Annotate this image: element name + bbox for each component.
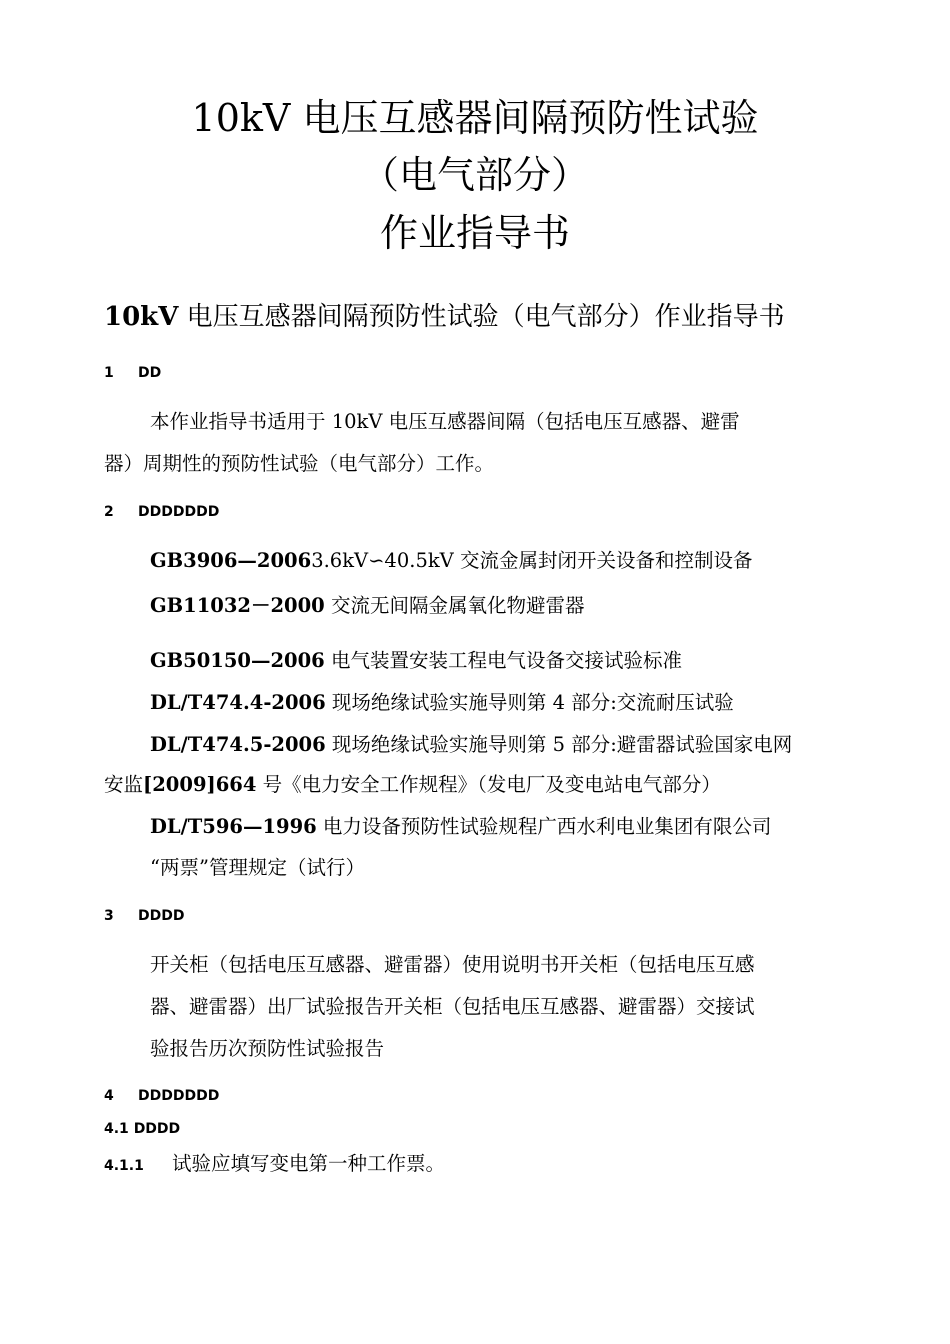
section-1-paragraph-line-1: 本作业指导书适用于 10kV 电压互感器间隔（包括电压互感器、避雷 (150, 410, 740, 433)
section-1-heading (104, 363, 161, 383)
reference-code: GB50150—2006 (150, 649, 325, 672)
reference-text: 现场绝缘试验实施导则第 5 部分:避雷器试验国家电网 (325, 733, 793, 756)
reference-text: 交流无间隔金属氧化物避雷器 (324, 594, 585, 617)
reference-item: “两票”管理规定（试行） (150, 856, 365, 879)
reference-text: 电力设备预防性试验规程广西水利电业集团有限公司 (316, 815, 772, 838)
reference-code: [2009]664 (143, 773, 257, 796)
section-3-line-2: 器、避雷器）出厂试验报告开关柜（包括电压互感器、避雷器）交接试 (150, 995, 755, 1018)
subtitle-bold-part: 10kV (104, 302, 179, 332)
section-4-heading (104, 1086, 219, 1106)
item-text: 试验应填写变电第一种工作票。 (172, 1152, 446, 1175)
document-title-line-3: 作业指导书 (379, 211, 570, 255)
reference-item (150, 813, 771, 841)
section-2-heading (104, 502, 219, 522)
reference-text: 3.6kV∽40.5kV 交流金属封闭开关设备和控制设备 (311, 549, 753, 572)
item-4-1-1 (104, 1150, 445, 1180)
section-3-line-1: 开关柜（包括电压互感器、避雷器）使用说明书开关柜（包括电压互感 (150, 953, 755, 976)
document-subtitle (104, 300, 785, 334)
section-number: 1 (104, 365, 114, 381)
subsection-4-1-heading (104, 1119, 180, 1139)
reference-code: DL/T474.4-2006 (150, 691, 326, 714)
reference-item (150, 647, 682, 675)
reference-code: DL/T474.5-2006 (150, 733, 326, 756)
section-3-heading (104, 906, 184, 926)
reference-item (150, 592, 584, 620)
reference-text: 电气装置安装工程电气设备交接试验标准 (324, 649, 682, 672)
reference-code: DL/T596—1996 (150, 815, 317, 838)
subtitle-rest: 电压互感器间隔预防性试验（电气部分）作业指导书 (178, 302, 785, 332)
reference-item (104, 771, 721, 799)
section-title: DDDD (138, 908, 185, 924)
section-number: 2 (104, 504, 114, 520)
subsection-title: DDDD (133, 1121, 181, 1137)
section-number: 4 (104, 1088, 114, 1104)
reference-code: GB11032－2000 (150, 594, 325, 617)
document-title-line-1: 10kV 电压互感器间隔预防性试验 (191, 96, 759, 140)
document-title-line-2: （电气部分） (360, 153, 589, 197)
reference-code: GB3906—2006 (150, 549, 312, 572)
reference-text: 号《电力安全工作规程》（发电厂及变电站电气部分） (256, 773, 721, 796)
reference-item (150, 689, 734, 717)
reference-prefix: 安监 (104, 773, 144, 796)
section-number: 3 (104, 908, 114, 924)
reference-item (150, 731, 792, 759)
section-title: DDDDDDD (138, 504, 220, 520)
section-title: DD (138, 365, 162, 381)
section-1-paragraph-line-2: 器）周期性的预防性试验（电气部分）工作。 (104, 452, 495, 475)
subsection-number: 4.1 (104, 1121, 129, 1137)
section-title: DDDDDDD (138, 1088, 220, 1104)
item-number: 4.1.1 (104, 1158, 144, 1174)
section-3-line-3: 验报告历次预防性试验报告 (150, 1037, 385, 1060)
reference-text: 现场绝缘试验实施导则第 4 部分:交流耐压试验 (325, 691, 734, 714)
reference-item (150, 547, 752, 575)
